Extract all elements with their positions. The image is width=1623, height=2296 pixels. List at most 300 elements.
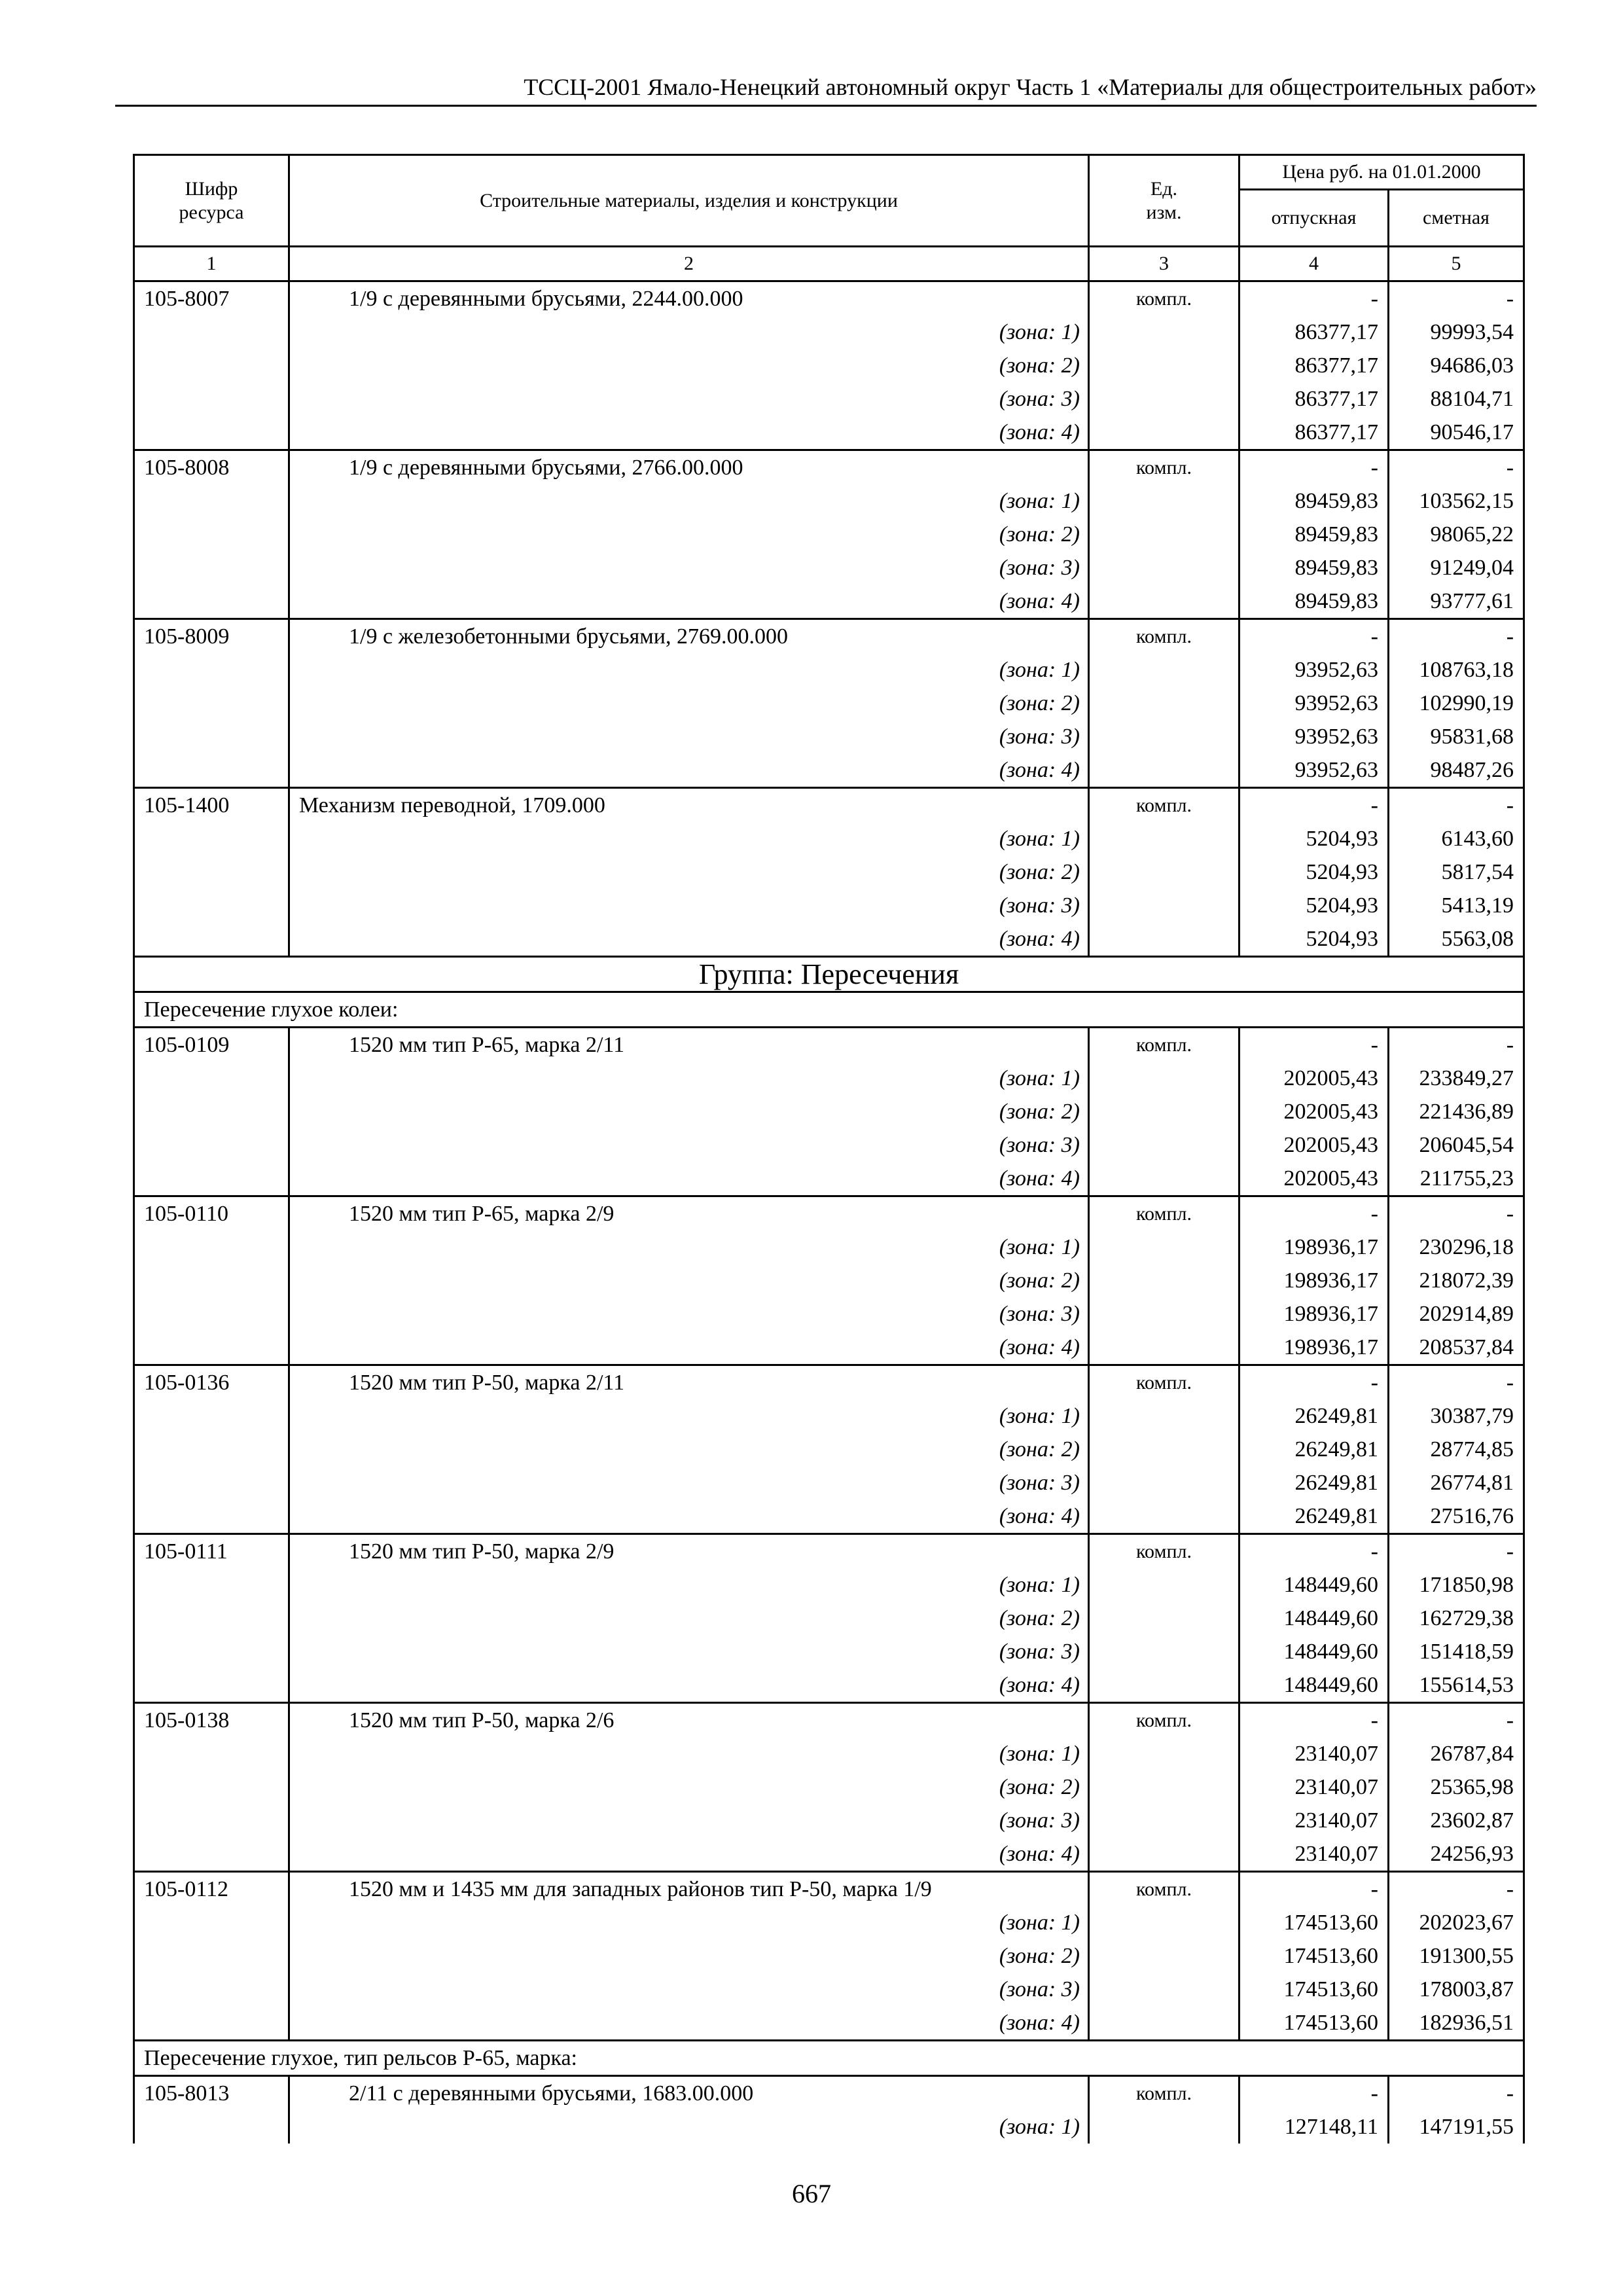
release-price: 86377,17 (1240, 315, 1389, 349)
zone-row (134, 1433, 1524, 1466)
material-name: 1/9 с деревянными брусьями, 2244.00.000 (289, 281, 1089, 316)
table-row (134, 1028, 1524, 1062)
zone-row (134, 1602, 1524, 1635)
estimate-price: - (1389, 450, 1524, 485)
estimate-price: 95831,68 (1389, 720, 1524, 753)
empty-cell (134, 1062, 289, 1095)
empty-cell (134, 687, 289, 720)
empty-cell (134, 720, 289, 753)
empty-cell (1089, 1128, 1240, 1162)
release-price: 93952,63 (1240, 720, 1389, 753)
header-name: Строительные материалы, изделия и конструкции (289, 155, 1089, 247)
estimate-price: 202914,89 (1389, 1297, 1524, 1331)
empty-cell (1089, 1162, 1240, 1196)
zone-label: (зона: 4) (289, 753, 1089, 788)
release-price: - (1240, 1028, 1389, 1062)
material-name: 1/9 с железобетонными брусьями, 2769.00.000 (289, 619, 1089, 654)
zone-label: (зона: 4) (289, 922, 1089, 957)
zone-row (134, 1162, 1524, 1196)
release-price: 26249,81 (1240, 1433, 1389, 1466)
empty-cell (1089, 2110, 1240, 2144)
unit-cell: компл. (1089, 1872, 1240, 1907)
empty-cell (134, 1230, 289, 1264)
estimate-price: - (1389, 1365, 1524, 1400)
empty-cell (134, 753, 289, 788)
zone-label: (зона: 1) (289, 1737, 1089, 1770)
zone-label: (зона: 3) (289, 720, 1089, 753)
estimate-price: 5563,08 (1389, 922, 1524, 957)
empty-cell (134, 484, 289, 518)
unit-cell: компл. (1089, 619, 1240, 654)
estimate-price: 90546,17 (1389, 416, 1524, 450)
estimate-price: 182936,51 (1389, 2006, 1524, 2041)
zone-row (134, 518, 1524, 551)
zone-row (134, 1770, 1524, 1804)
zone-label: (зона: 3) (289, 1635, 1089, 1668)
empty-cell (134, 1770, 289, 1804)
empty-cell (1089, 1737, 1240, 1770)
zone-label: (зона: 4) (289, 2006, 1089, 2041)
estimate-price: 233849,27 (1389, 1062, 1524, 1095)
estimate-price: 93777,61 (1389, 584, 1524, 619)
release-price: 127148,11 (1240, 2110, 1389, 2144)
release-price: - (1240, 281, 1389, 316)
release-price: 26249,81 (1240, 1499, 1389, 1534)
estimate-price: 155614,53 (1389, 1668, 1524, 1703)
estimate-price: 25365,98 (1389, 1770, 1524, 1804)
release-price: 23140,07 (1240, 1737, 1389, 1770)
release-price: 148449,60 (1240, 1635, 1389, 1668)
zone-label: (зона: 2) (289, 687, 1089, 720)
estimate-price: 202023,67 (1389, 1906, 1524, 1939)
estimate-price: 98065,22 (1389, 518, 1524, 551)
table-row (134, 788, 1524, 823)
page-number: 667 (792, 2179, 831, 2208)
zone-label: (зона: 4) (289, 1331, 1089, 1365)
empty-cell (1089, 922, 1240, 957)
estimate-price: - (1389, 2076, 1524, 2111)
release-price: - (1240, 1534, 1389, 1569)
release-price: 5204,93 (1240, 822, 1389, 855)
release-price: 93952,63 (1240, 753, 1389, 788)
zone-row (134, 720, 1524, 753)
zone-label: (зона: 4) (289, 1499, 1089, 1534)
release-price: - (1240, 1703, 1389, 1738)
unit-cell: компл. (1089, 1703, 1240, 1738)
empty-cell (1089, 551, 1240, 584)
material-name: 1520 мм тип Р-65, марка 2/11 (289, 1028, 1089, 1062)
zone-row (134, 1804, 1524, 1837)
zone-row (134, 1737, 1524, 1770)
empty-cell (1089, 584, 1240, 619)
resource-code: 105-8009 (134, 619, 289, 654)
material-name: Механизм переводной, 1709.000 (289, 788, 1089, 823)
empty-cell (1089, 1668, 1240, 1703)
empty-cell (134, 1162, 289, 1196)
empty-cell (134, 1095, 289, 1128)
zone-label: (зона: 3) (289, 1466, 1089, 1499)
estimate-price: 162729,38 (1389, 1602, 1524, 1635)
estimate-price: - (1389, 619, 1524, 654)
empty-cell (1089, 1906, 1240, 1939)
estimate-price: 5817,54 (1389, 855, 1524, 889)
material-name: 2/11 с деревянными брусьями, 1683.00.000 (289, 2076, 1089, 2111)
zone-label: (зона: 2) (289, 1939, 1089, 1973)
empty-cell (134, 2006, 289, 2041)
empty-cell (1089, 1635, 1240, 1668)
estimate-price: 206045,54 (1389, 1128, 1524, 1162)
empty-cell (134, 1737, 289, 1770)
empty-cell (134, 584, 289, 619)
release-price: 198936,17 (1240, 1331, 1389, 1365)
zone-label: (зона: 1) (289, 2110, 1089, 2144)
price-table (133, 154, 1525, 2144)
estimate-price: 211755,23 (1389, 1162, 1524, 1196)
zone-row (134, 1466, 1524, 1499)
empty-cell (1089, 1602, 1240, 1635)
empty-cell (1089, 2006, 1240, 2041)
estimate-price: 91249,04 (1389, 551, 1524, 584)
empty-cell (134, 1635, 289, 1668)
release-price: 89459,83 (1240, 518, 1389, 551)
zone-label: (зона: 2) (289, 1770, 1089, 1804)
zone-row (134, 1230, 1524, 1264)
zone-label: (зона: 2) (289, 855, 1089, 889)
empty-cell (1089, 1939, 1240, 1973)
zone-row (134, 1973, 1524, 2006)
material-name: 1520 мм тип Р-50, марка 2/9 (289, 1534, 1089, 1569)
zone-label: (зона: 2) (289, 1264, 1089, 1297)
zone-label: (зона: 2) (289, 518, 1089, 551)
empty-cell (1089, 315, 1240, 349)
release-price: 93952,63 (1240, 687, 1389, 720)
table-section (134, 281, 1524, 957)
zone-label: (зона: 3) (289, 1297, 1089, 1331)
resource-code: 105-8013 (134, 2076, 289, 2111)
estimate-price: 23602,87 (1389, 1804, 1524, 1837)
zone-row (134, 1399, 1524, 1433)
zone-label: (зона: 1) (289, 653, 1089, 687)
release-price: 202005,43 (1240, 1128, 1389, 1162)
unit-cell: компл. (1089, 788, 1240, 823)
resource-code: 105-0111 (134, 1534, 289, 1569)
zone-row (134, 1635, 1524, 1668)
zone-label: (зона: 2) (289, 1433, 1089, 1466)
zone-label: (зона: 4) (289, 416, 1089, 450)
estimate-price: 5413,19 (1389, 889, 1524, 922)
estimate-price: 26787,84 (1389, 1737, 1524, 1770)
release-price: 174513,60 (1240, 1973, 1389, 2006)
release-price: 86377,17 (1240, 382, 1389, 416)
estimate-price: 151418,59 (1389, 1635, 1524, 1668)
subheading: Пересечение глухое, тип рельсов Р-65, марка: (134, 2041, 1524, 2076)
zone-row (134, 1499, 1524, 1534)
empty-cell (134, 1433, 289, 1466)
subheading-section (134, 2041, 1524, 2076)
zone-row (134, 1128, 1524, 1162)
zone-row (134, 1095, 1524, 1128)
empty-cell (1089, 382, 1240, 416)
empty-cell (1089, 1433, 1240, 1466)
empty-cell (134, 1297, 289, 1331)
table-row (134, 1196, 1524, 1231)
zone-label: (зона: 3) (289, 551, 1089, 584)
release-price: 148449,60 (1240, 1568, 1389, 1602)
empty-cell (1089, 1230, 1240, 1264)
empty-cell (1089, 720, 1240, 753)
zone-row (134, 687, 1524, 720)
empty-cell (134, 889, 289, 922)
estimate-price: - (1389, 1703, 1524, 1738)
empty-cell (134, 1804, 289, 1837)
column-number: 5 (1389, 247, 1524, 281)
estimate-price: - (1389, 1534, 1524, 1569)
empty-cell (1089, 1837, 1240, 1872)
estimate-price: 208537,84 (1389, 1331, 1524, 1365)
release-price: - (1240, 450, 1389, 485)
zone-row (134, 1264, 1524, 1297)
release-price: 5204,93 (1240, 922, 1389, 957)
unit-cell: компл. (1089, 2076, 1240, 2111)
empty-cell (1089, 1331, 1240, 1365)
material-name: 1/9 с деревянными брусьями, 2766.00.000 (289, 450, 1089, 485)
estimate-price: 230296,18 (1389, 1230, 1524, 1264)
table-row (134, 450, 1524, 485)
resource-code: 105-8007 (134, 281, 289, 316)
zone-label: (зона: 1) (289, 484, 1089, 518)
zone-row (134, 922, 1524, 957)
table-row (134, 1365, 1524, 1400)
empty-cell (1089, 1568, 1240, 1602)
table-row (134, 619, 1524, 654)
estimate-price: 88104,71 (1389, 382, 1524, 416)
column-number: 4 (1240, 247, 1389, 281)
zone-row (134, 1062, 1524, 1095)
estimate-price: 26774,81 (1389, 1466, 1524, 1499)
empty-cell (134, 551, 289, 584)
zone-row (134, 889, 1524, 922)
release-price: 148449,60 (1240, 1668, 1389, 1703)
unit-cell: компл. (1089, 1534, 1240, 1569)
table-section (134, 1028, 1524, 2041)
empty-cell (134, 922, 289, 957)
release-price: 89459,83 (1240, 584, 1389, 619)
table-row (134, 1872, 1524, 1907)
empty-cell (1089, 349, 1240, 382)
empty-cell (1089, 1062, 1240, 1095)
zone-label: (зона: 4) (289, 584, 1089, 619)
estimate-price: 102990,19 (1389, 687, 1524, 720)
zone-row (134, 382, 1524, 416)
table-row (134, 281, 1524, 316)
group-title: Группа: Пересечения (134, 957, 1524, 992)
empty-cell (134, 416, 289, 450)
zone-label: (зона: 4) (289, 1162, 1089, 1196)
empty-cell (1089, 1770, 1240, 1804)
empty-cell (1089, 484, 1240, 518)
release-price: 174513,60 (1240, 1906, 1389, 1939)
estimate-price: 178003,87 (1389, 1973, 1524, 2006)
resource-code: 105-8008 (134, 450, 289, 485)
empty-cell (1089, 653, 1240, 687)
empty-cell (134, 349, 289, 382)
estimate-price: 30387,79 (1389, 1399, 1524, 1433)
empty-cell (1089, 687, 1240, 720)
release-price: 202005,43 (1240, 1162, 1389, 1196)
zone-row (134, 1668, 1524, 1703)
empty-cell (134, 822, 289, 855)
empty-cell (1089, 753, 1240, 788)
release-price: 198936,17 (1240, 1297, 1389, 1331)
release-price: 26249,81 (1240, 1466, 1389, 1499)
zone-label: (зона: 3) (289, 1804, 1089, 1837)
zone-row (134, 1568, 1524, 1602)
running-header: ТССЦ-2001 Ямало-Ненецкий автономный округ Часть 1 «Материалы для общестроительных работ» (524, 74, 1537, 100)
column-number: 2 (289, 247, 1089, 281)
empty-cell (1089, 1399, 1240, 1433)
empty-cell (134, 315, 289, 349)
release-price: 23140,07 (1240, 1804, 1389, 1837)
release-price: 198936,17 (1240, 1230, 1389, 1264)
subheading: Пересечение глухое колеи: (134, 992, 1524, 1028)
zone-row (134, 584, 1524, 619)
column-number: 1 (134, 247, 289, 281)
empty-cell (134, 518, 289, 551)
group-section (134, 957, 1524, 1028)
empty-cell (134, 382, 289, 416)
header-price-group: Цена руб. на 01.01.2000 (1240, 155, 1524, 190)
empty-cell (134, 1906, 289, 1939)
release-price: 23140,07 (1240, 1837, 1389, 1872)
zone-label: (зона: 1) (289, 1399, 1089, 1433)
zone-label: (зона: 3) (289, 382, 1089, 416)
unit-cell: компл. (1089, 1365, 1240, 1400)
empty-cell (134, 855, 289, 889)
header-rule (115, 105, 1537, 107)
release-price: - (1240, 788, 1389, 823)
estimate-price: - (1389, 1028, 1524, 1062)
empty-cell (134, 1939, 289, 1973)
resource-code: 105-0109 (134, 1028, 289, 1062)
empty-cell (1089, 1297, 1240, 1331)
empty-cell (134, 1331, 289, 1365)
zone-label: (зона: 1) (289, 1062, 1089, 1095)
material-name: 1520 мм тип Р-65, марка 2/9 (289, 1196, 1089, 1231)
zone-label: (зона: 2) (289, 349, 1089, 382)
estimate-price: - (1389, 788, 1524, 823)
release-price: - (1240, 1872, 1389, 1907)
estimate-price: - (1389, 1872, 1524, 1907)
table-row (134, 1534, 1524, 1569)
zone-row (134, 855, 1524, 889)
zone-row (134, 315, 1524, 349)
zone-label: (зона: 1) (289, 1230, 1089, 1264)
empty-cell (1089, 889, 1240, 922)
empty-cell (134, 1837, 289, 1872)
estimate-price: 218072,39 (1389, 1264, 1524, 1297)
release-price: - (1240, 2076, 1389, 2111)
estimate-price: 221436,89 (1389, 1095, 1524, 1128)
release-price: - (1240, 1196, 1389, 1231)
empty-cell (1089, 1466, 1240, 1499)
unit-cell: компл. (1089, 450, 1240, 485)
zone-label: (зона: 2) (289, 1095, 1089, 1128)
zone-row (134, 1331, 1524, 1365)
empty-cell (1089, 1264, 1240, 1297)
unit-cell: компл. (1089, 281, 1240, 316)
release-price: - (1240, 619, 1389, 654)
zone-label: (зона: 1) (289, 1568, 1089, 1602)
empty-cell (1089, 416, 1240, 450)
zone-label: (зона: 2) (289, 1602, 1089, 1635)
resource-code: 105-0112 (134, 1872, 289, 1907)
zone-row (134, 653, 1524, 687)
release-price: 5204,93 (1240, 889, 1389, 922)
zone-row (134, 753, 1524, 788)
empty-cell (134, 653, 289, 687)
estimate-price: - (1389, 1196, 1524, 1231)
release-price: 202005,43 (1240, 1095, 1389, 1128)
zone-label: (зона: 1) (289, 822, 1089, 855)
header-code: Шифр ресурса (134, 155, 289, 247)
estimate-price: 99993,54 (1389, 315, 1524, 349)
empty-cell (1089, 518, 1240, 551)
release-price: 89459,83 (1240, 484, 1389, 518)
release-price: 198936,17 (1240, 1264, 1389, 1297)
empty-cell (134, 1399, 289, 1433)
release-price: 26249,81 (1240, 1399, 1389, 1433)
release-price: 174513,60 (1240, 2006, 1389, 2041)
estimate-price: 191300,55 (1389, 1939, 1524, 1973)
resource-code: 105-0136 (134, 1365, 289, 1400)
estimate-price: 28774,85 (1389, 1433, 1524, 1466)
empty-cell (134, 1973, 289, 2006)
release-price: 86377,17 (1240, 349, 1389, 382)
table-row (134, 1703, 1524, 1738)
estimate-price: 98487,26 (1389, 753, 1524, 788)
estimate-price: 171850,98 (1389, 1568, 1524, 1602)
empty-cell (134, 1264, 289, 1297)
estimate-price: 103562,15 (1389, 484, 1524, 518)
zone-row (134, 349, 1524, 382)
release-price: 89459,83 (1240, 551, 1389, 584)
release-price: - (1240, 1365, 1389, 1400)
estimate-price: 147191,55 (1389, 2110, 1524, 2144)
release-price: 86377,17 (1240, 416, 1389, 450)
zone-row (134, 1939, 1524, 1973)
empty-cell (1089, 855, 1240, 889)
zone-row (134, 1837, 1524, 1872)
resource-code: 105-0110 (134, 1196, 289, 1231)
resource-code: 105-0138 (134, 1703, 289, 1738)
empty-cell (1089, 822, 1240, 855)
zone-row (134, 1906, 1524, 1939)
estimate-price: 108763,18 (1389, 653, 1524, 687)
table-section (134, 2076, 1524, 2144)
resource-code: 105-1400 (134, 788, 289, 823)
zone-label: (зона: 3) (289, 889, 1089, 922)
empty-cell (134, 1602, 289, 1635)
zone-label: (зона: 1) (289, 1906, 1089, 1939)
estimate-price: 94686,03 (1389, 349, 1524, 382)
material-name: 1520 мм тип Р-50, марка 2/6 (289, 1703, 1089, 1738)
empty-cell (1089, 1804, 1240, 1837)
estimate-price: 24256,93 (1389, 1837, 1524, 1872)
zone-label: (зона: 4) (289, 1837, 1089, 1872)
empty-cell (134, 1668, 289, 1703)
header-release: отпускная (1240, 190, 1389, 247)
release-price: 174513,60 (1240, 1939, 1389, 1973)
